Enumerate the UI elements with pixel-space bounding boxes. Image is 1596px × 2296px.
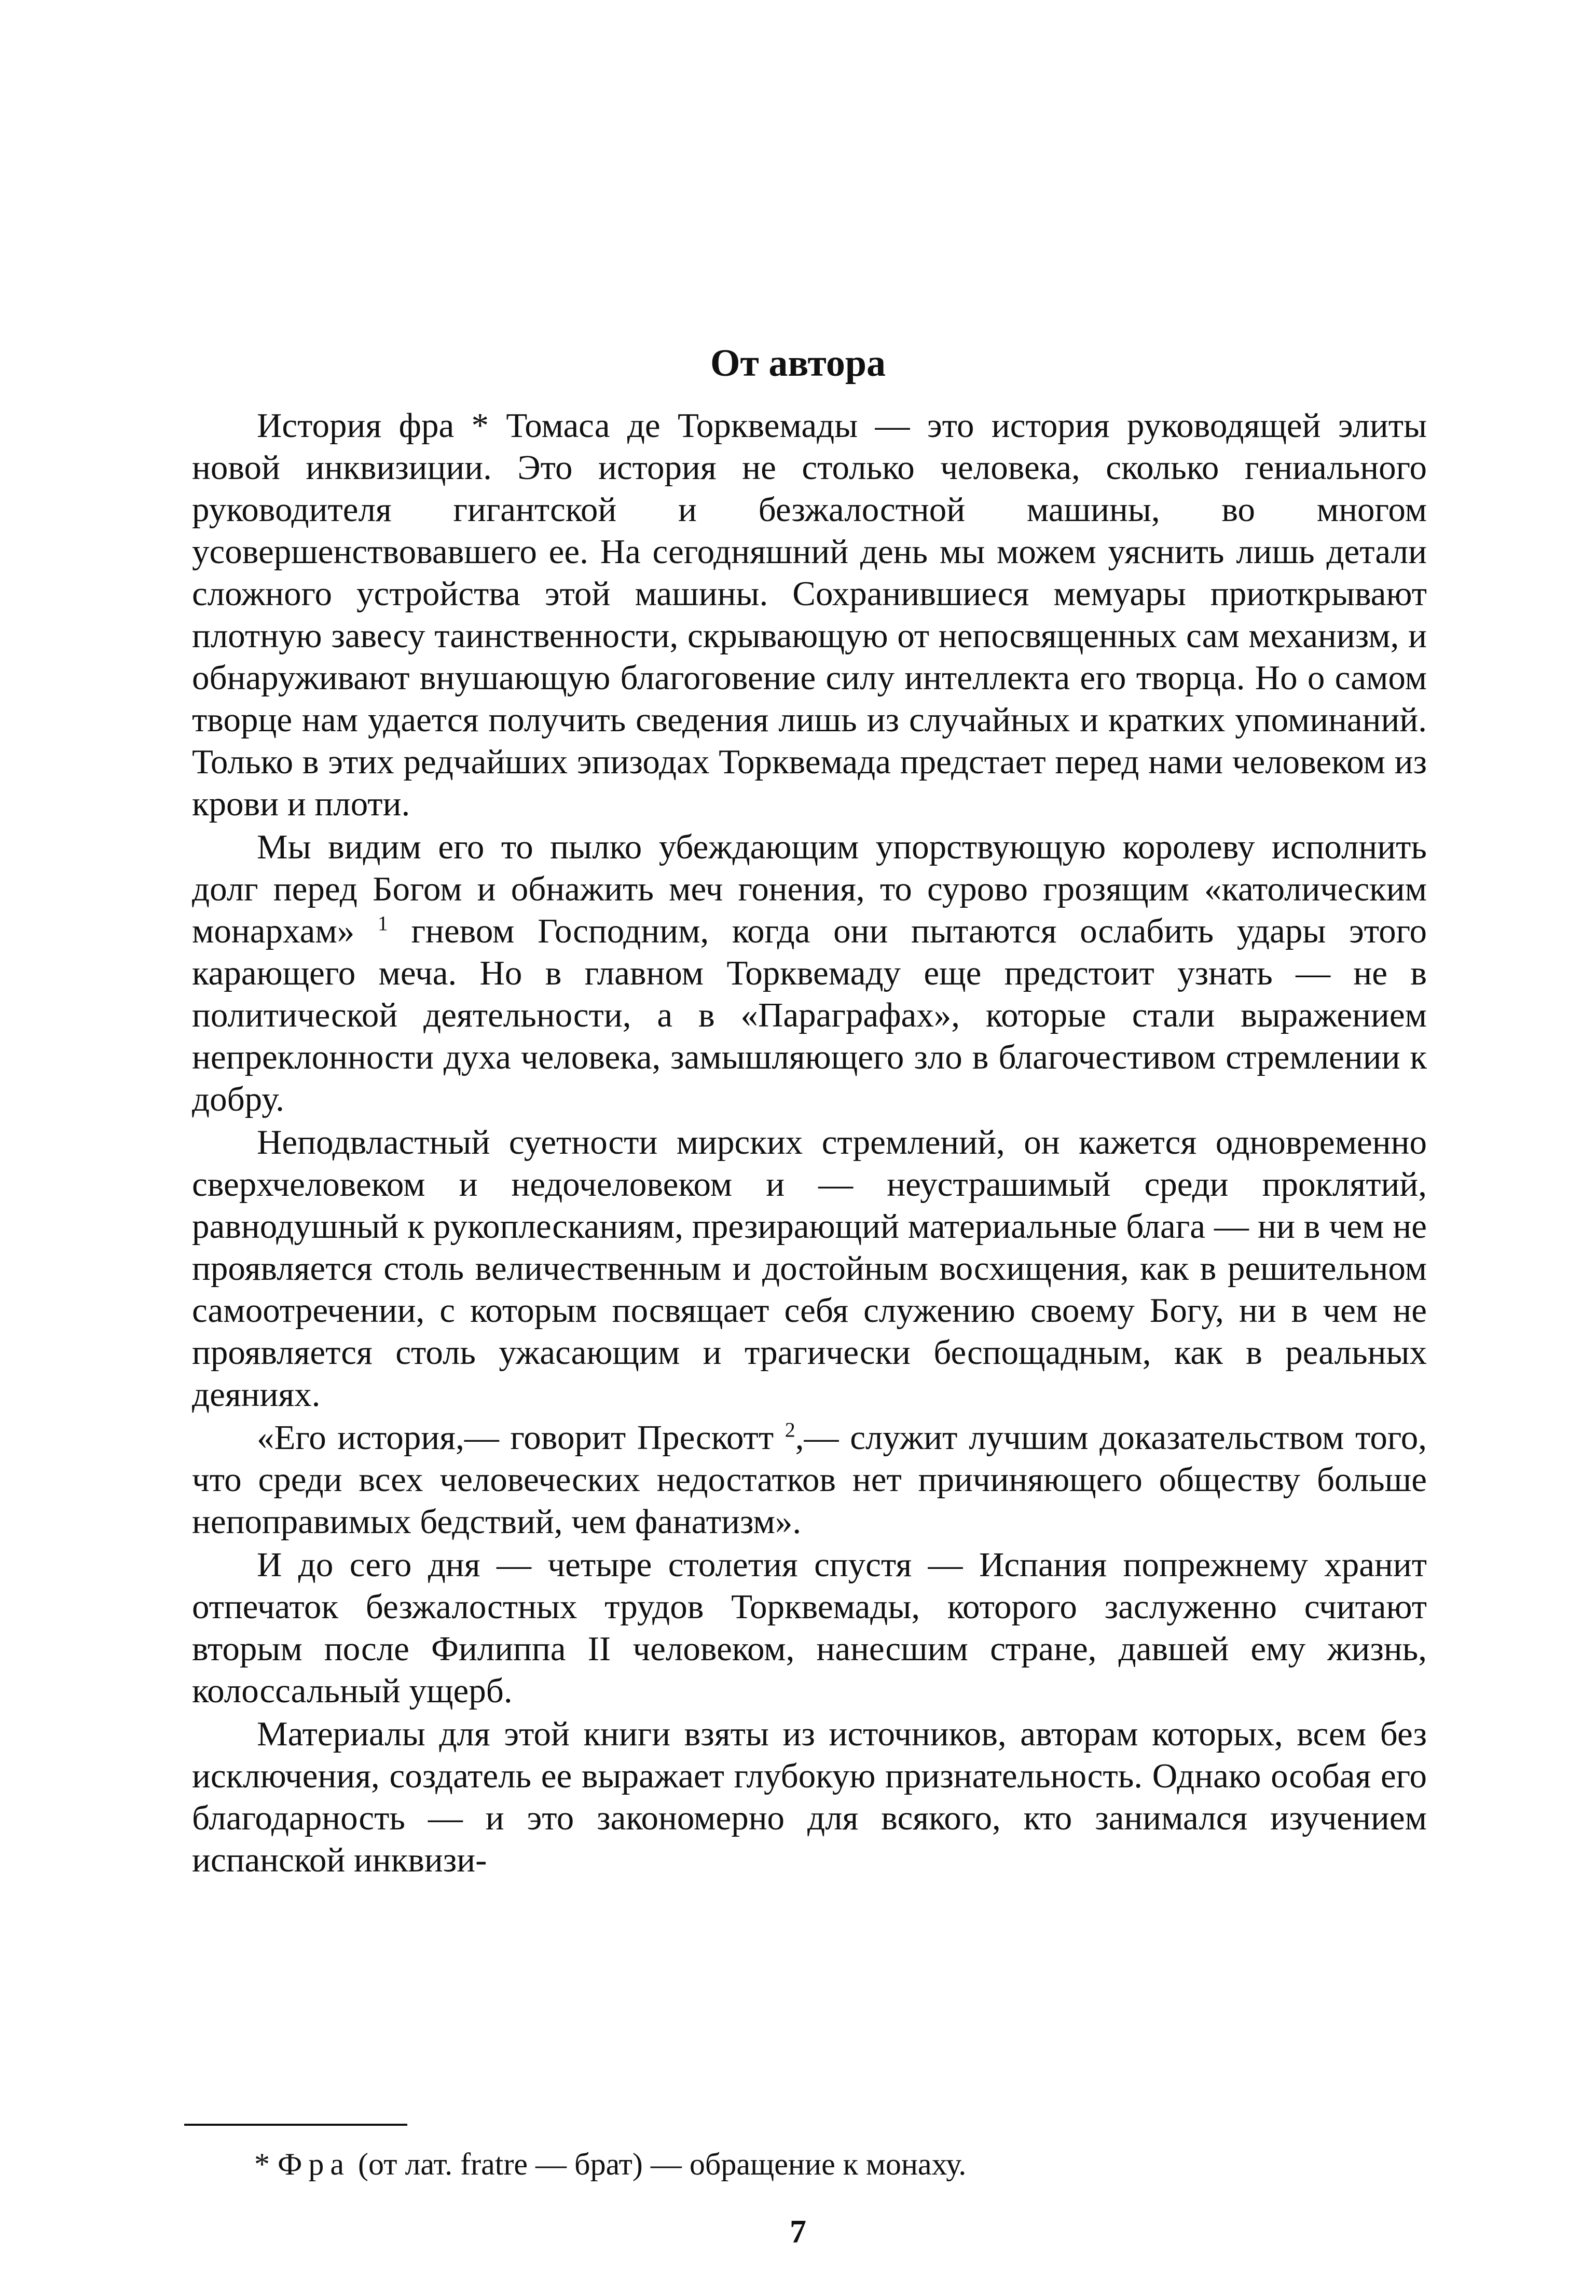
footnote-divider (184, 2124, 407, 2126)
footnote-reference-2: 2 (785, 1418, 795, 1442)
footnote (254, 2143, 1427, 2185)
paragraph-2-text-after: гневом Господним, когда они пытаются ослабить удары этого карающего меча. Но в главном Торквемаду еще предстоит узнать — не в политической деятельности, а в «Параграфах», которые стали выражением непреклонности духа человека, замышляющего зло в благочестивом стремлении к добру. (192, 912, 1427, 1118)
paragraph-6: Материалы для этой книги взяты из источников, авторам которых, всем без исключения, создатель ее выражает глубокую признательность. Однако особая его благодарность — и это закономерно для всякого, кто занимался изучением испанской инквизи- (192, 1715, 1427, 1879)
paragraph-2 (192, 826, 1427, 1120)
footnote-marker: * (254, 2147, 270, 2181)
footnote-term: Фра (278, 2147, 351, 2181)
paragraph-5: И до сего дня — четыре столетия спустя — Испания попрежнему хранит отпечаток безжалостных трудов Торквемады, которого заслуженно считают вторым после Филиппа II человеком, нанесшим стране, давшей ему жизнь, колоссальный ущерб. (192, 1546, 1427, 1710)
paragraph-4-text-before: «Его история,— говорит Прескотт (257, 1418, 785, 1457)
footnote-text: (от лат. fratre — брат) — обращение к монаху. (350, 2147, 967, 2181)
paragraph-4 (192, 1417, 1427, 1543)
chapter-title: От автора (710, 341, 886, 385)
paragraph-2-text-before: Мы видим его то пылко убеждающим упорствующую королеву исполнить долг перед Богом и обнажить меч гонения, то сурово грозящим «католическим монархам» (192, 828, 1427, 950)
paragraph-4-text-after: ,— служит лучшим доказательством того, что среди всех человеческих недостатков нет причиняющего обществу больше непоправимых бедствий, чем фанатизм». (192, 1418, 1427, 1541)
paragraph-3: Неподвластный суетности мирских стремлений, он кажется одновременно сверхчеловеком и недочеловеком и — неустрашимый среди проклятий, равнодушный к рукоплесканиям, презирающий материальные блага — ни в чем не проявляется столь величественным и достойным восхищения, как в решительном самоотречении, с которым посвящает себя служению своему Богу, ни в чем не проявляется столь ужасающим и трагически беспощадным, как в реальных деяниях. (192, 1123, 1427, 1414)
body-text (192, 405, 1427, 1881)
page-number: 7 (790, 2213, 806, 2250)
paragraph-1: История фра * Томаса де Торквемады — это история руководящей элиты новой инквизиции. Это история не столько человека, сколько гениального руководителя гигантской и безжалостной машины, во многом усовершенствовавшего ее. На сегодняшний день мы можем уяснить лишь детали сложного устройства этой машины. Сохранившиеся мемуары приоткрывают плотную завесу таинственности, скрывающую от непосвященных сам механизм, и обнаруживают внушающую благоговение силу интеллекта его творца. Но о самом творце нам удается получить сведения лишь из случайных и кратких упоминаний. Только в этих редчайших эпизодах Торквемада предстает перед нами человеком из крови и плоти. (192, 406, 1427, 823)
footnote-reference-1: 1 (377, 911, 388, 935)
